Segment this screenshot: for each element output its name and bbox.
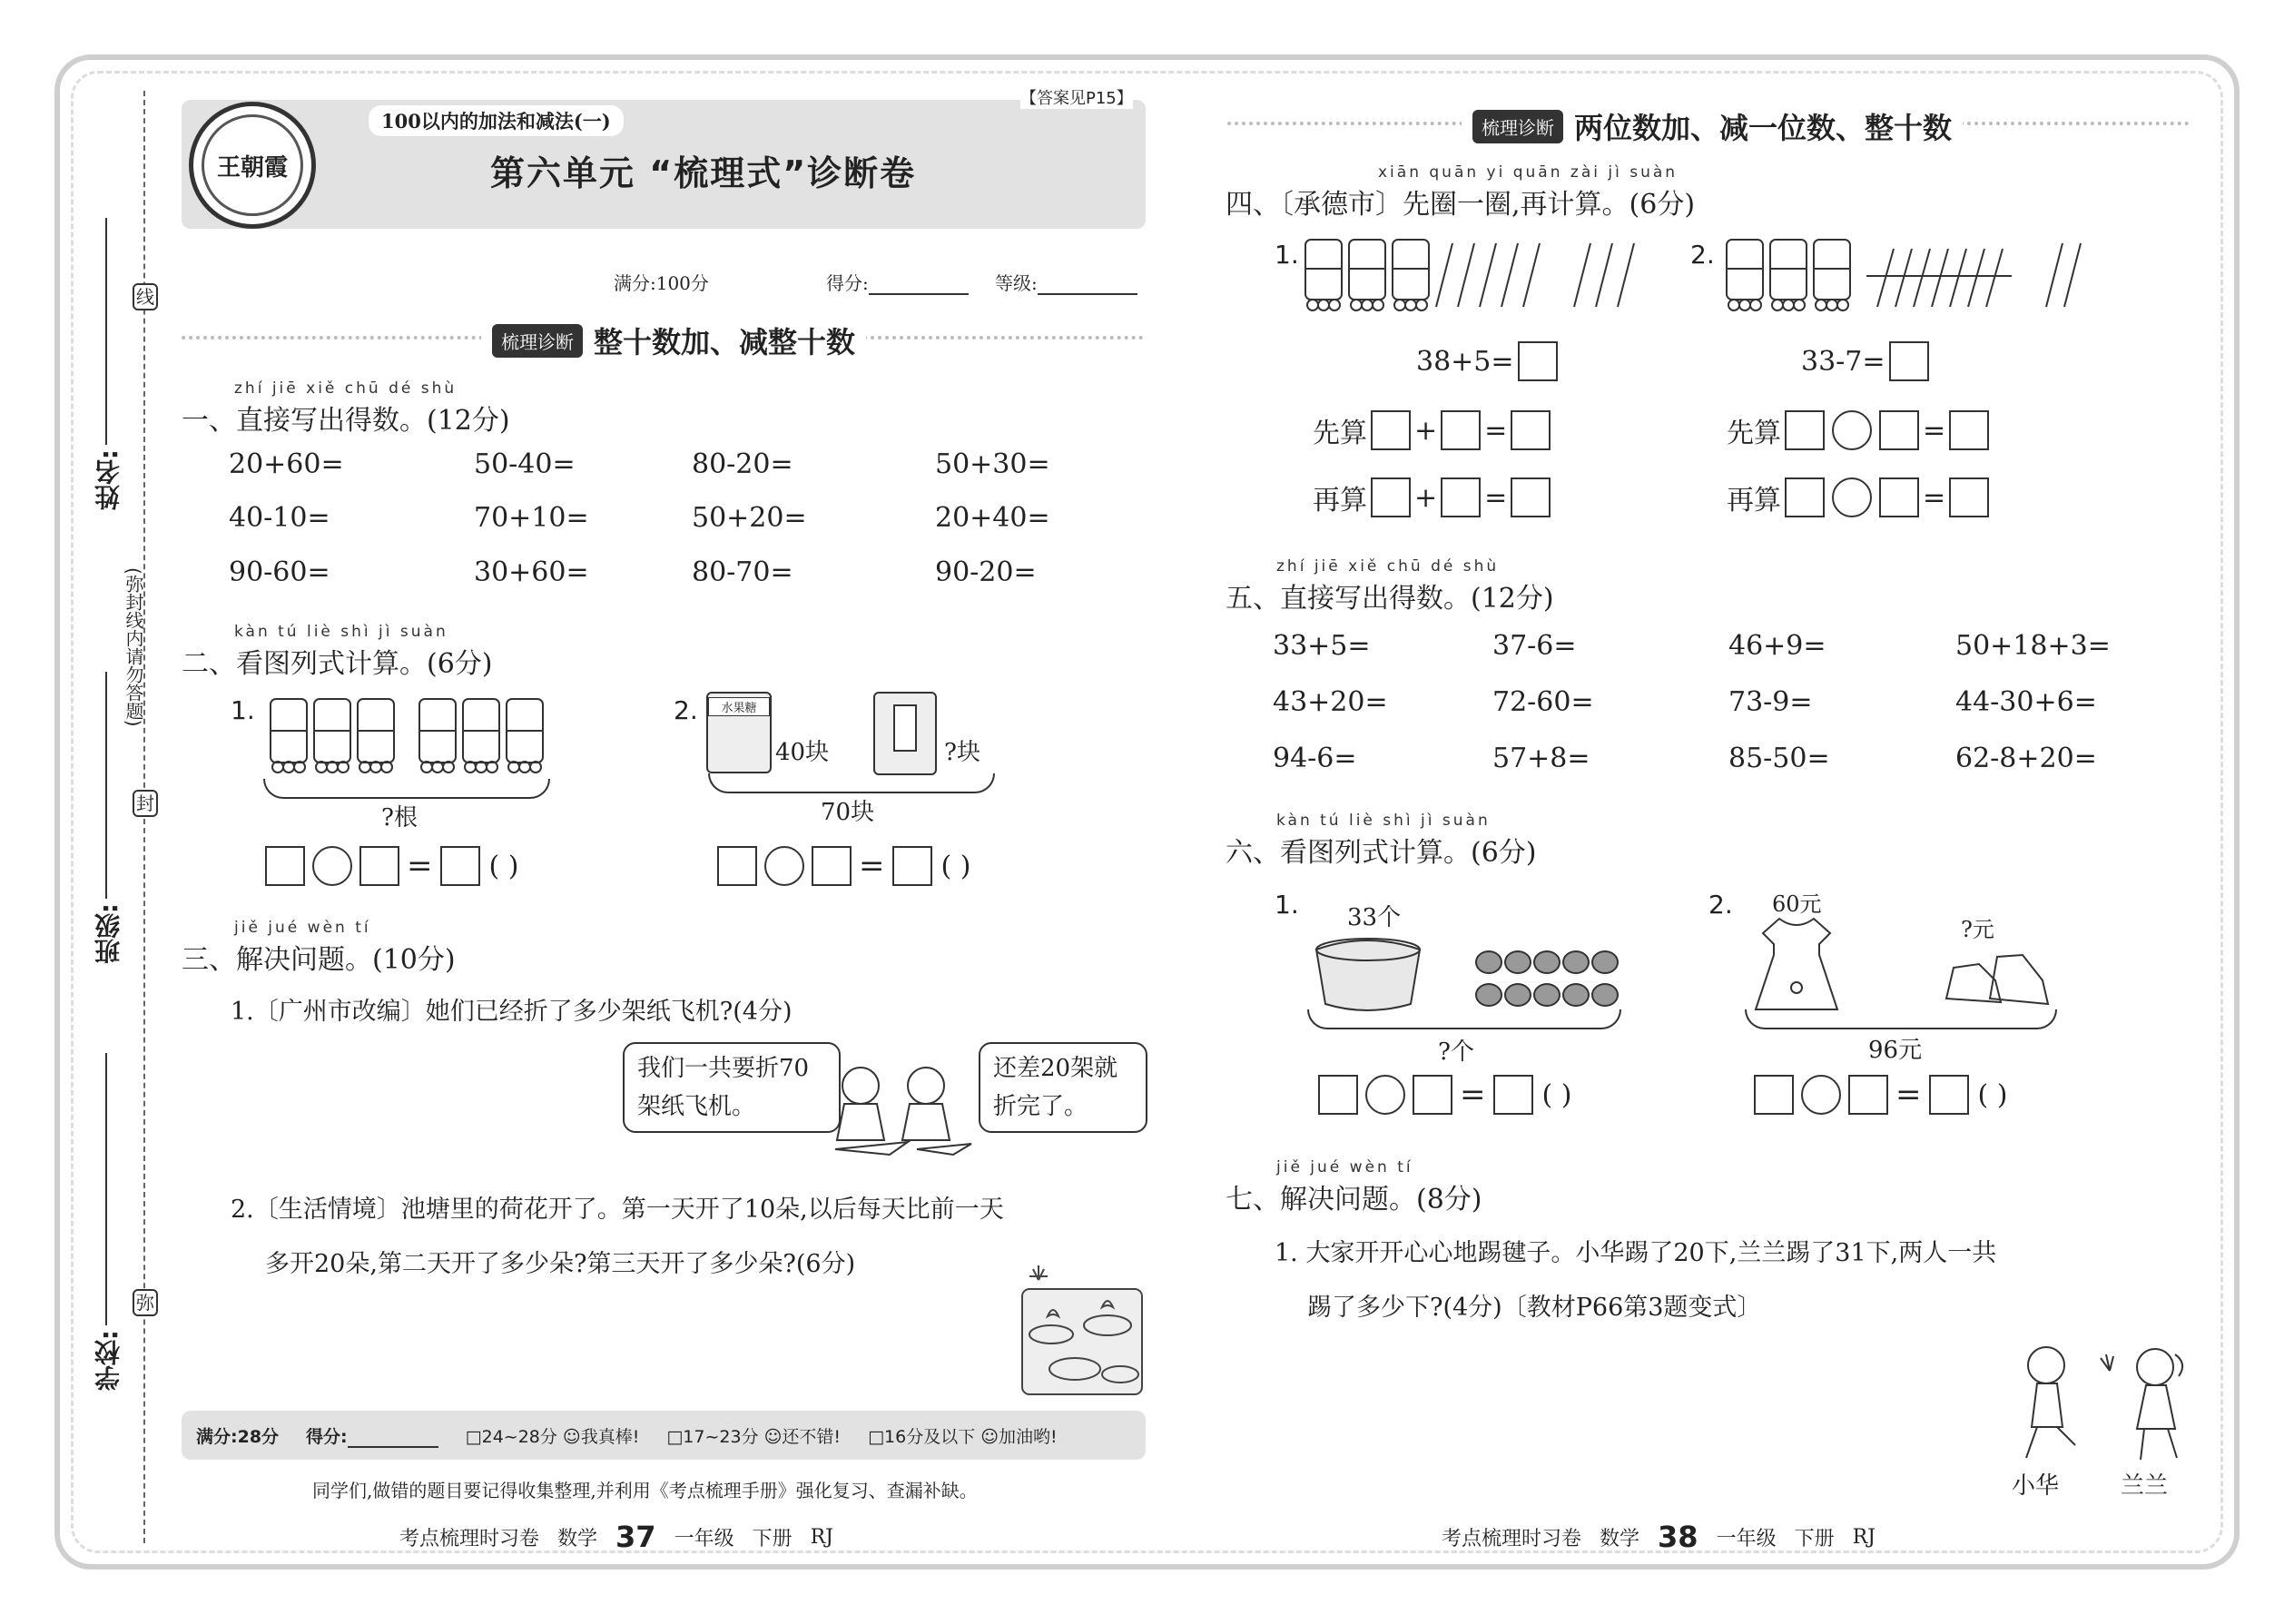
section-tag: 梳理诊断	[492, 324, 583, 358]
q2-p2-number: 2.	[674, 695, 698, 725]
answer-box[interactable]	[1879, 410, 1919, 450]
unit-paren[interactable]: ( )	[1977, 1078, 2008, 1111]
footer-volume: 下册	[752, 1527, 793, 1550]
q4-p1-equation	[1416, 341, 1558, 381]
answer-box[interactable]	[1889, 341, 1929, 381]
q1-item: 80-70=	[692, 556, 793, 588]
operator-circle[interactable]	[1832, 410, 1872, 450]
q2-p2-brace	[708, 773, 995, 793]
q2-p2-total: 70块	[821, 799, 875, 826]
answer-box[interactable]	[1785, 477, 1825, 517]
q1-item: 30+60=	[474, 556, 589, 588]
score-bar	[182, 1411, 1146, 1460]
margin-notice: (弥封线内请勿答题)	[123, 567, 144, 727]
section-title: 两位数加、减一位数、整十数	[1574, 111, 1953, 145]
unit-paren[interactable]: ( )	[940, 850, 971, 882]
score-bar-full: 满分:28分	[196, 1426, 280, 1447]
q2-p2-answer-row: = ( )	[717, 846, 970, 886]
answer-box[interactable]	[1949, 410, 1989, 450]
review-tip: 同学们,做错的题目要记得收集整理,并利用《考点梳理手册》强化复习、查漏补缺。	[312, 1480, 978, 1501]
footer-left	[399, 1520, 833, 1554]
candy-bag-label: 水果糖	[708, 697, 770, 716]
q4-title: 四、〔承德市〕先圈一圈,再计算。(6分)	[1226, 189, 1696, 221]
section-heading-right	[1462, 105, 1963, 147]
unit-paren[interactable]: ( )	[488, 850, 519, 882]
q6-p2-total: 96元	[1868, 1037, 1923, 1064]
answer-box[interactable]	[812, 846, 852, 886]
q4-p2-first-row	[1727, 410, 1989, 450]
answer-box[interactable]	[1848, 1075, 1888, 1115]
q2-p1-brace	[263, 779, 550, 799]
speech-bubble-1: 我们一共要折70架纸飞机。	[623, 1042, 841, 1133]
answer-box[interactable]	[1441, 477, 1481, 517]
section-title: 整十数加、减整十数	[594, 325, 856, 359]
answer-box[interactable]	[1518, 341, 1558, 381]
q7-title: 七、解决问题。(8分)	[1226, 1184, 1482, 1216]
q4-p1-eq-text: 38+5=	[1416, 345, 1514, 378]
q1-item: 20+40=	[935, 502, 1050, 534]
lotus-pond-illustration	[1020, 1262, 1144, 1398]
then-label: 再算	[1313, 485, 1367, 517]
full-score: 满分:100分	[614, 272, 709, 294]
equals-sign: =	[1923, 414, 1946, 447]
answer-box[interactable]	[892, 846, 932, 886]
grade-field[interactable]	[995, 269, 1137, 295]
q6-p1-count: 33个	[1347, 904, 1402, 931]
q6-title: 六、看图列式计算。(6分)	[1226, 837, 1537, 869]
unit-paren[interactable]: ( )	[1541, 1078, 1572, 1111]
q4-pinyin: xiān quān yi quān zài jì suàn	[1378, 163, 1679, 182]
answer-box[interactable]	[717, 846, 757, 886]
operator-circle[interactable]	[1832, 477, 1872, 517]
operator-circle[interactable]	[764, 846, 804, 886]
q1-item: 50+20=	[692, 502, 807, 534]
q5-item: 62-8+20=	[1955, 743, 2097, 774]
q5-item: 43+20=	[1273, 686, 1388, 718]
q6-pinyin: kàn tú liè shì jì suàn	[1276, 812, 1491, 830]
q5-item: 46+9=	[1728, 630, 1826, 662]
q2-pinyin: kàn tú liè shì jì suàn	[234, 623, 448, 641]
q6-p1-answer-row: = ( )	[1318, 1075, 1571, 1115]
q2-p1-answer-row: = ( )	[265, 846, 518, 886]
q1-item: 80-20=	[692, 448, 793, 480]
plus-sign: +	[1414, 481, 1438, 514]
answer-box[interactable]	[1371, 477, 1411, 517]
footer-subject: 数学	[1600, 1527, 1640, 1550]
answer-box[interactable]	[1441, 410, 1481, 450]
unit-subtitle: 100以内的加法和减法(一)	[369, 105, 624, 136]
answer-box[interactable]	[1371, 410, 1411, 450]
first-label: 先算	[1727, 418, 1781, 449]
answer-box[interactable]	[265, 846, 305, 886]
margin-mark-mi: 弥	[133, 1289, 158, 1316]
class-label: 班级:	[94, 903, 123, 965]
kid-name-xiaohua: 小华	[2012, 1472, 2060, 1500]
page-title: 第六单元 “梳理式”诊断卷	[490, 153, 917, 193]
answer-box[interactable]	[1511, 410, 1551, 450]
operator-circle[interactable]	[1365, 1075, 1405, 1115]
footer-edition: RJ	[810, 1525, 833, 1549]
footer-grade: 一年级	[1716, 1527, 1777, 1550]
footer-edition: RJ	[1852, 1525, 1876, 1549]
answer-reference: 【答案见P15】	[1020, 85, 1133, 109]
dress-illustration	[1747, 915, 1846, 1015]
answer-box[interactable]	[440, 846, 480, 886]
grade-label: 等级:	[995, 272, 1038, 294]
q7-p1-line1: 1. 大家开开心心地踢毽子。小华踢了20下,兰兰踢了31下,两人一共	[1275, 1239, 1997, 1267]
equals-sign: =	[1484, 481, 1508, 514]
school-label: 学校:	[94, 1330, 123, 1392]
name-field[interactable]	[91, 218, 123, 517]
school-field[interactable]	[91, 1053, 123, 1398]
answer-box[interactable]	[1413, 1075, 1452, 1115]
kid-name-lanlan: 兰兰	[2121, 1472, 2169, 1500]
q4-p1-then-row	[1313, 477, 1551, 517]
q1-title: 一、直接写出得数。(12分)	[182, 405, 510, 437]
page-number: 37	[615, 1520, 656, 1554]
q2-p1-label: ?根	[381, 804, 418, 832]
q1-item: 50-40=	[474, 448, 576, 480]
q2-p2-amount2: ?块	[944, 739, 980, 766]
q3-pinyin: jiě jué wèn tí	[234, 919, 371, 937]
score-bar-score-field[interactable]	[306, 1423, 438, 1448]
q4-p1-number: 1.	[1275, 240, 1299, 270]
footer-grade: 一年级	[674, 1527, 734, 1550]
q4-p1-first-row	[1313, 410, 1551, 450]
q3-p2-line1: 2.〔生活情境〕池塘里的荷花开了。第一天开了10朵,以后每天比前一天	[231, 1196, 1004, 1224]
q6-p1-brace	[1307, 1009, 1621, 1029]
q6-p2-price2: ?元	[1961, 917, 1994, 942]
q6-p1-label: ?个	[1438, 1038, 1474, 1066]
score-option-1[interactable]: □24~28分 ☺我真棒!	[465, 1426, 640, 1447]
q5-title: 五、直接写出得数。(12分)	[1226, 583, 1554, 615]
plus-sign: +	[1414, 414, 1438, 447]
q7-p1-line2: 踢了多少下?(4分)〔教材P66第3题变式〕	[1307, 1294, 1762, 1322]
q3-p1-text: 1.〔广州市改编〕她们已经折了多少架纸飞机?(4分)	[231, 998, 793, 1026]
q5-item: 44-30+6=	[1955, 686, 2097, 718]
q6-p2-answer-row: = ( )	[1754, 1075, 2007, 1115]
footer-subject: 数学	[557, 1527, 598, 1550]
q1-item: 50+30=	[935, 448, 1050, 480]
q5-item: 57+8=	[1492, 743, 1590, 774]
q1-item: 40-10=	[229, 502, 330, 534]
q4-p2-sticks-illustration	[1721, 234, 2093, 321]
score-option-3[interactable]: □16分及以下 ☺加油哟!	[868, 1426, 1058, 1447]
margin-mark-feng: 封	[133, 790, 158, 817]
answer-box[interactable]	[1754, 1075, 1794, 1115]
answer-box[interactable]	[1949, 477, 1989, 517]
q4-p2-number: 2.	[1690, 240, 1715, 270]
page-number: 38	[1658, 1520, 1698, 1554]
q5-item: 73-9=	[1728, 686, 1813, 718]
candy-bag-icon	[706, 692, 772, 773]
answer-box[interactable]	[359, 846, 399, 886]
answer-box[interactable]	[1511, 477, 1551, 517]
score-bar-score-label: 得分:	[306, 1426, 348, 1447]
answer-box[interactable]	[1493, 1075, 1533, 1115]
answer-box[interactable]	[1929, 1075, 1969, 1115]
q6-p1-number: 1.	[1275, 890, 1299, 920]
score-field[interactable]	[826, 269, 969, 295]
then-label: 再算	[1727, 485, 1781, 517]
kids-kicking-shuttlecock-illustration	[2006, 1340, 2206, 1467]
q2-title: 二、看图列式计算。(6分)	[182, 648, 493, 680]
score-option-2[interactable]: □17~23分 ☺还不错!	[666, 1426, 842, 1447]
q6-p2-price1: 60元	[1772, 891, 1822, 917]
section-tag: 梳理诊断	[1472, 110, 1563, 143]
score-label: 得分:	[826, 272, 869, 294]
footer-series: 考点梳理时习卷	[1442, 1527, 1582, 1550]
q5-item: 50+18+3=	[1955, 630, 2111, 662]
q5-item: 37-6=	[1492, 630, 1577, 662]
margin-mark-xian: 线	[133, 283, 158, 310]
q3-p2-line2: 多开20朵,第二天开了多少朵?第三天开了多少朵?(6分)	[265, 1250, 856, 1278]
class-field[interactable]	[91, 672, 123, 971]
q2-p1-number: 1.	[231, 695, 255, 725]
equals-sign: =	[1484, 414, 1508, 447]
q4-p2-eq-text: 33-7=	[1801, 345, 1885, 378]
q6-p2-brace	[1745, 1009, 2057, 1029]
strawberries-illustration	[1313, 931, 1621, 1019]
q5-item: 33+5=	[1273, 630, 1371, 662]
answer-box[interactable]	[1318, 1075, 1358, 1115]
footer-right	[1442, 1520, 1876, 1554]
logo-text: 王朝霞	[202, 114, 303, 216]
q4-p1-sticks-illustration	[1300, 234, 1681, 321]
q1-pinyin: zhí jiē xiě chū dé shù	[234, 379, 458, 398]
answer-box[interactable]	[1785, 410, 1825, 450]
stick-bundles-illustration	[261, 690, 552, 781]
speech-bubble-2: 还差20架就折完了。	[979, 1042, 1147, 1133]
candy-bag-2-icon	[873, 692, 937, 775]
q5-item: 85-50=	[1728, 743, 1830, 774]
equals-sign: =	[1923, 481, 1946, 514]
brand-logo	[189, 102, 316, 229]
q5-item: 94-6=	[1273, 743, 1357, 774]
q4-p2-then-row	[1727, 477, 1989, 517]
q1-item: 90-20=	[935, 556, 1037, 588]
q1-item: 20+60=	[229, 448, 344, 480]
operator-circle[interactable]	[312, 846, 352, 886]
q3-title: 三、解决问题。(10分)	[182, 944, 456, 976]
q4-p2-equation	[1801, 341, 1929, 381]
q7-pinyin: jiě jué wèn tí	[1276, 1158, 1413, 1176]
footer-volume: 下册	[1794, 1527, 1835, 1550]
q1-item: 70+10=	[474, 502, 589, 534]
q5-pinyin: zhí jiē xiě chū dé shù	[1276, 557, 1500, 576]
footer-series: 考点梳理时习卷	[399, 1527, 540, 1550]
q6-p2-number: 2.	[1708, 890, 1733, 920]
shoes-illustration	[1943, 944, 2052, 1013]
section-heading-left	[481, 320, 866, 361]
girls-folding-planes-illustration	[817, 1058, 980, 1158]
operator-circle[interactable]	[1801, 1075, 1841, 1115]
q2-p2-amount1: 40块	[775, 739, 830, 766]
first-label: 先算	[1313, 418, 1367, 449]
q5-item: 72-60=	[1492, 686, 1594, 718]
name-label: 姓名:	[94, 449, 123, 511]
answer-box[interactable]	[1879, 477, 1919, 517]
q1-item: 90-60=	[229, 556, 330, 588]
